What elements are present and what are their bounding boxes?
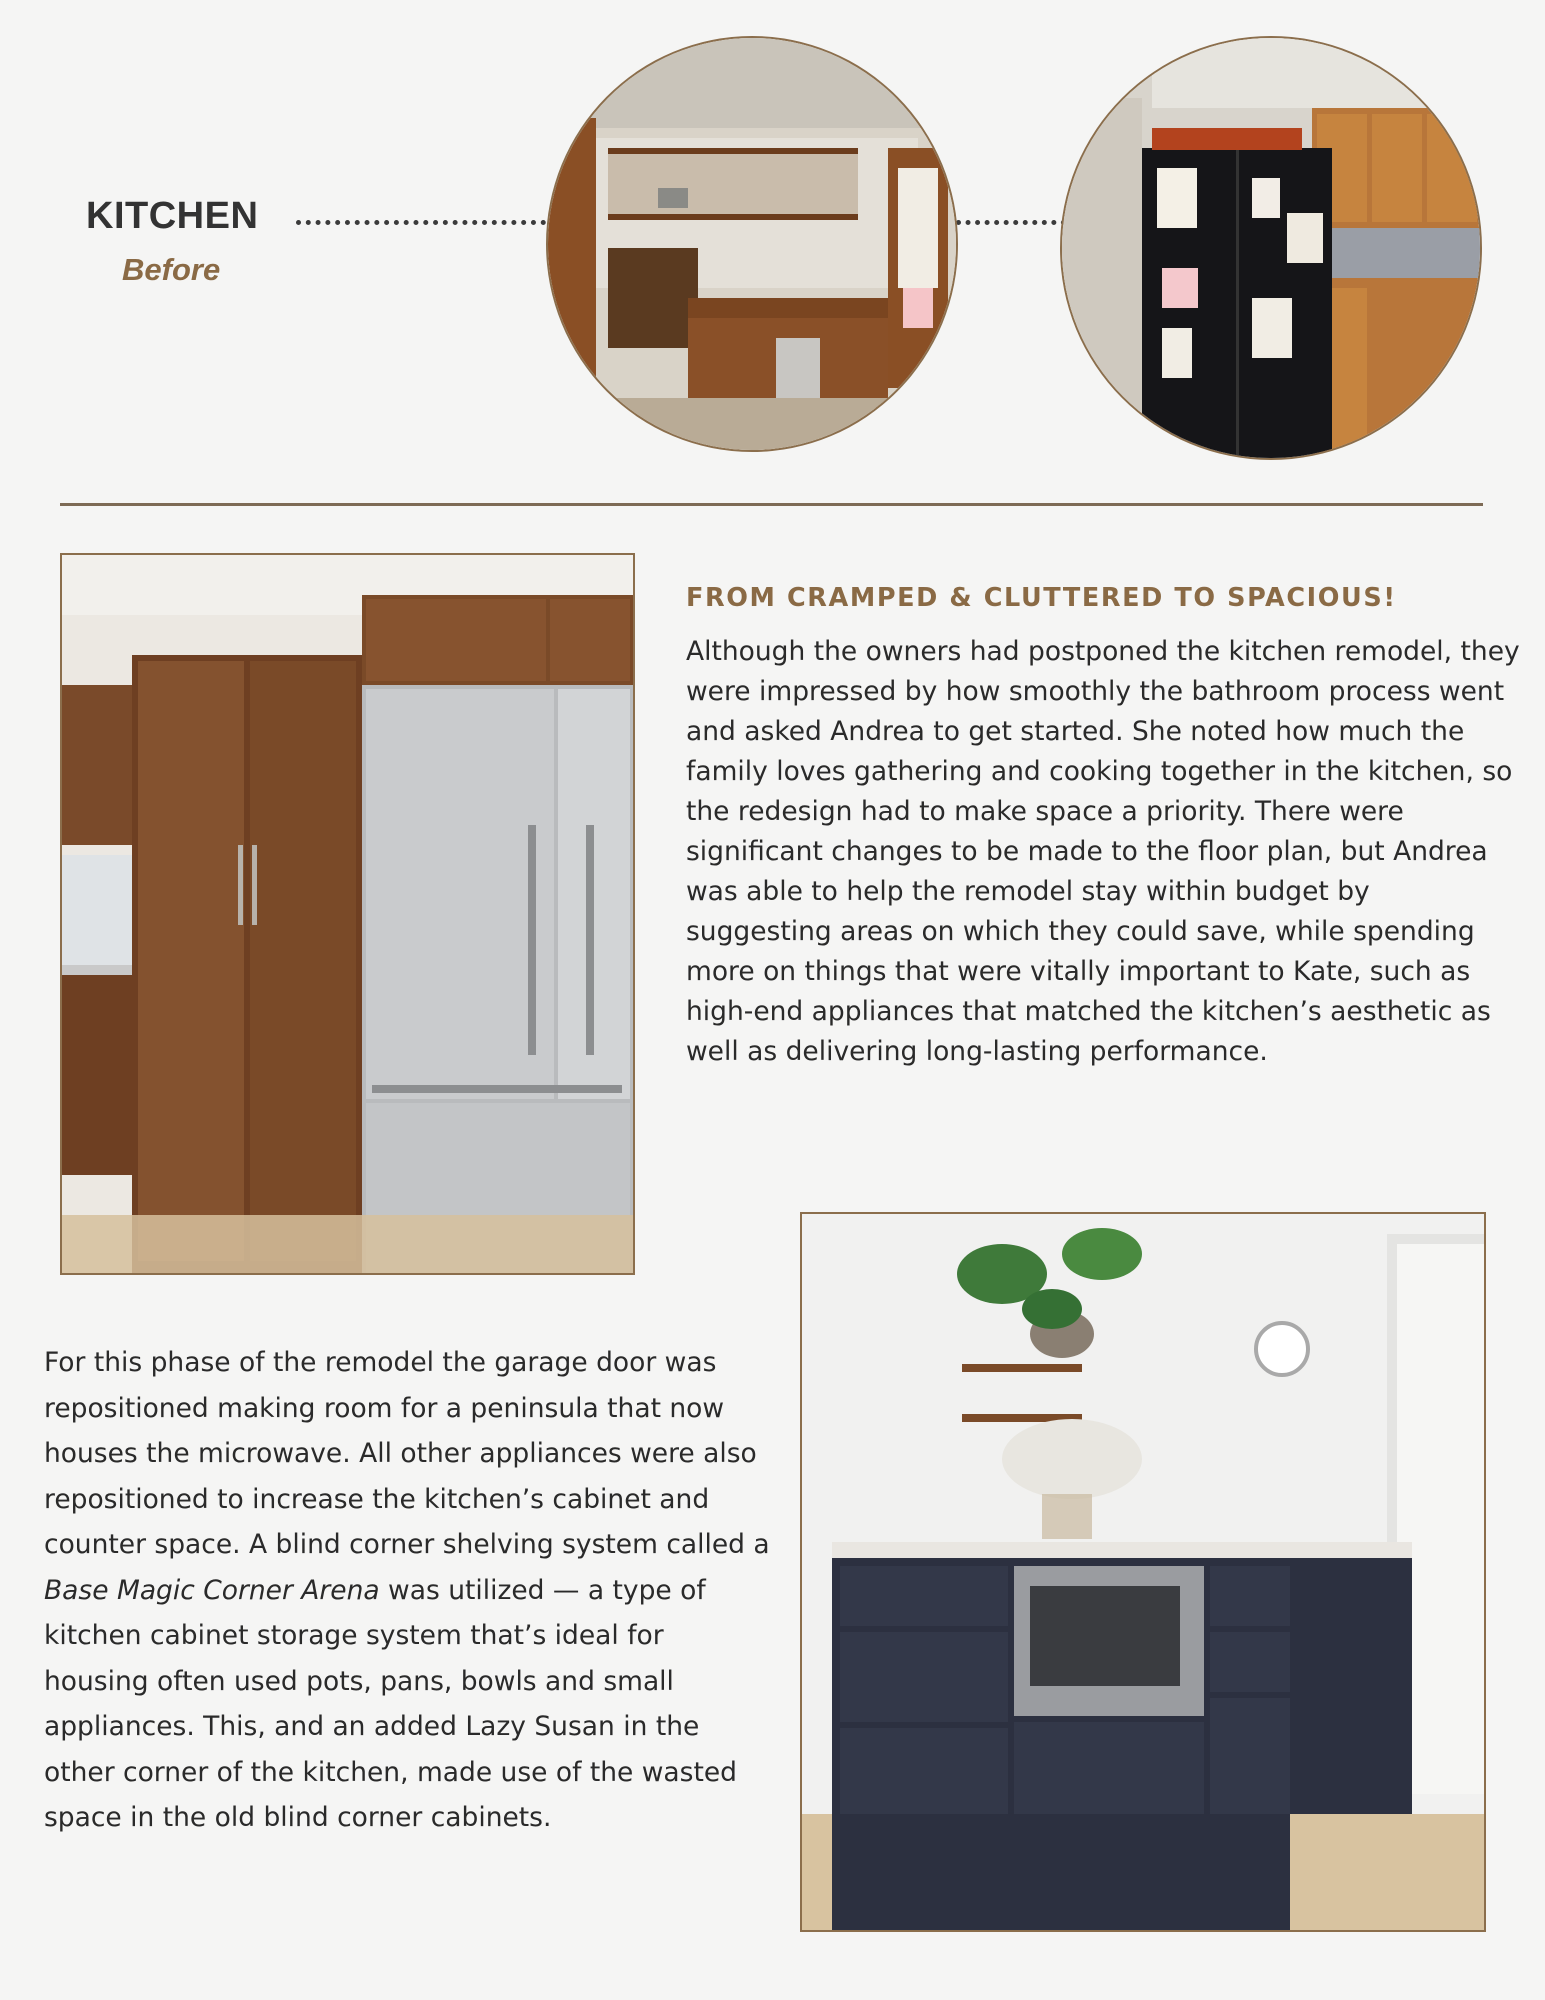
article-paragraph xyxy=(44,1340,774,1841)
dotted-connector xyxy=(296,220,546,225)
product-name: Base Magic Corner Arena xyxy=(44,1574,380,1606)
article-heading: FROM CRAMPED & CLUTTERED TO SPACIOUS! xyxy=(686,583,1397,613)
before-photo-dining xyxy=(546,36,958,452)
paragraph-text: was utilized — a type of kitchen cabinet storage system that’s ideal for housing often used pots, pans, bowls and small appliances. This, and an added Lazy Susan in the other corner of the kitchen, made use of the wasted space in the old blind corner cabinets. xyxy=(44,1574,737,1833)
section-title: KITCHEN xyxy=(86,195,259,237)
dotted-connector xyxy=(956,220,1066,225)
article-paragraph: Although the owners had postponed the kitchen remodel, they were impressed by how smoothly the bathroom process went and asked Andrea to get started. She noted how much the family loves gathering and cooking together in the kitchen, so the redesign had to make space a priority. There were significant changes to be made to the floor plan, but Andrea was able to help the remodel stay within budget by suggesting areas on which they could save, while spending more on things that were vitally important to Kate, such as high-end appliances that matched the kitchen’s aesthetic as well as delivering long-lasting performance. xyxy=(686,636,1520,1067)
section-divider xyxy=(60,503,1483,506)
before-label: Before xyxy=(122,252,221,287)
before-photo-fridge xyxy=(1060,36,1482,460)
paragraph-text: For this phase of the remodel the garage door was repositioned making room for a peninsula that now houses the microwave. All other appliances were also repositioned to increase the kitchen’s cabinet and counter space. A blind corner shelving system called a xyxy=(44,1347,770,1560)
after-photo-peninsula xyxy=(800,1212,1486,1932)
after-photo-fridge-cabinets xyxy=(60,553,635,1275)
